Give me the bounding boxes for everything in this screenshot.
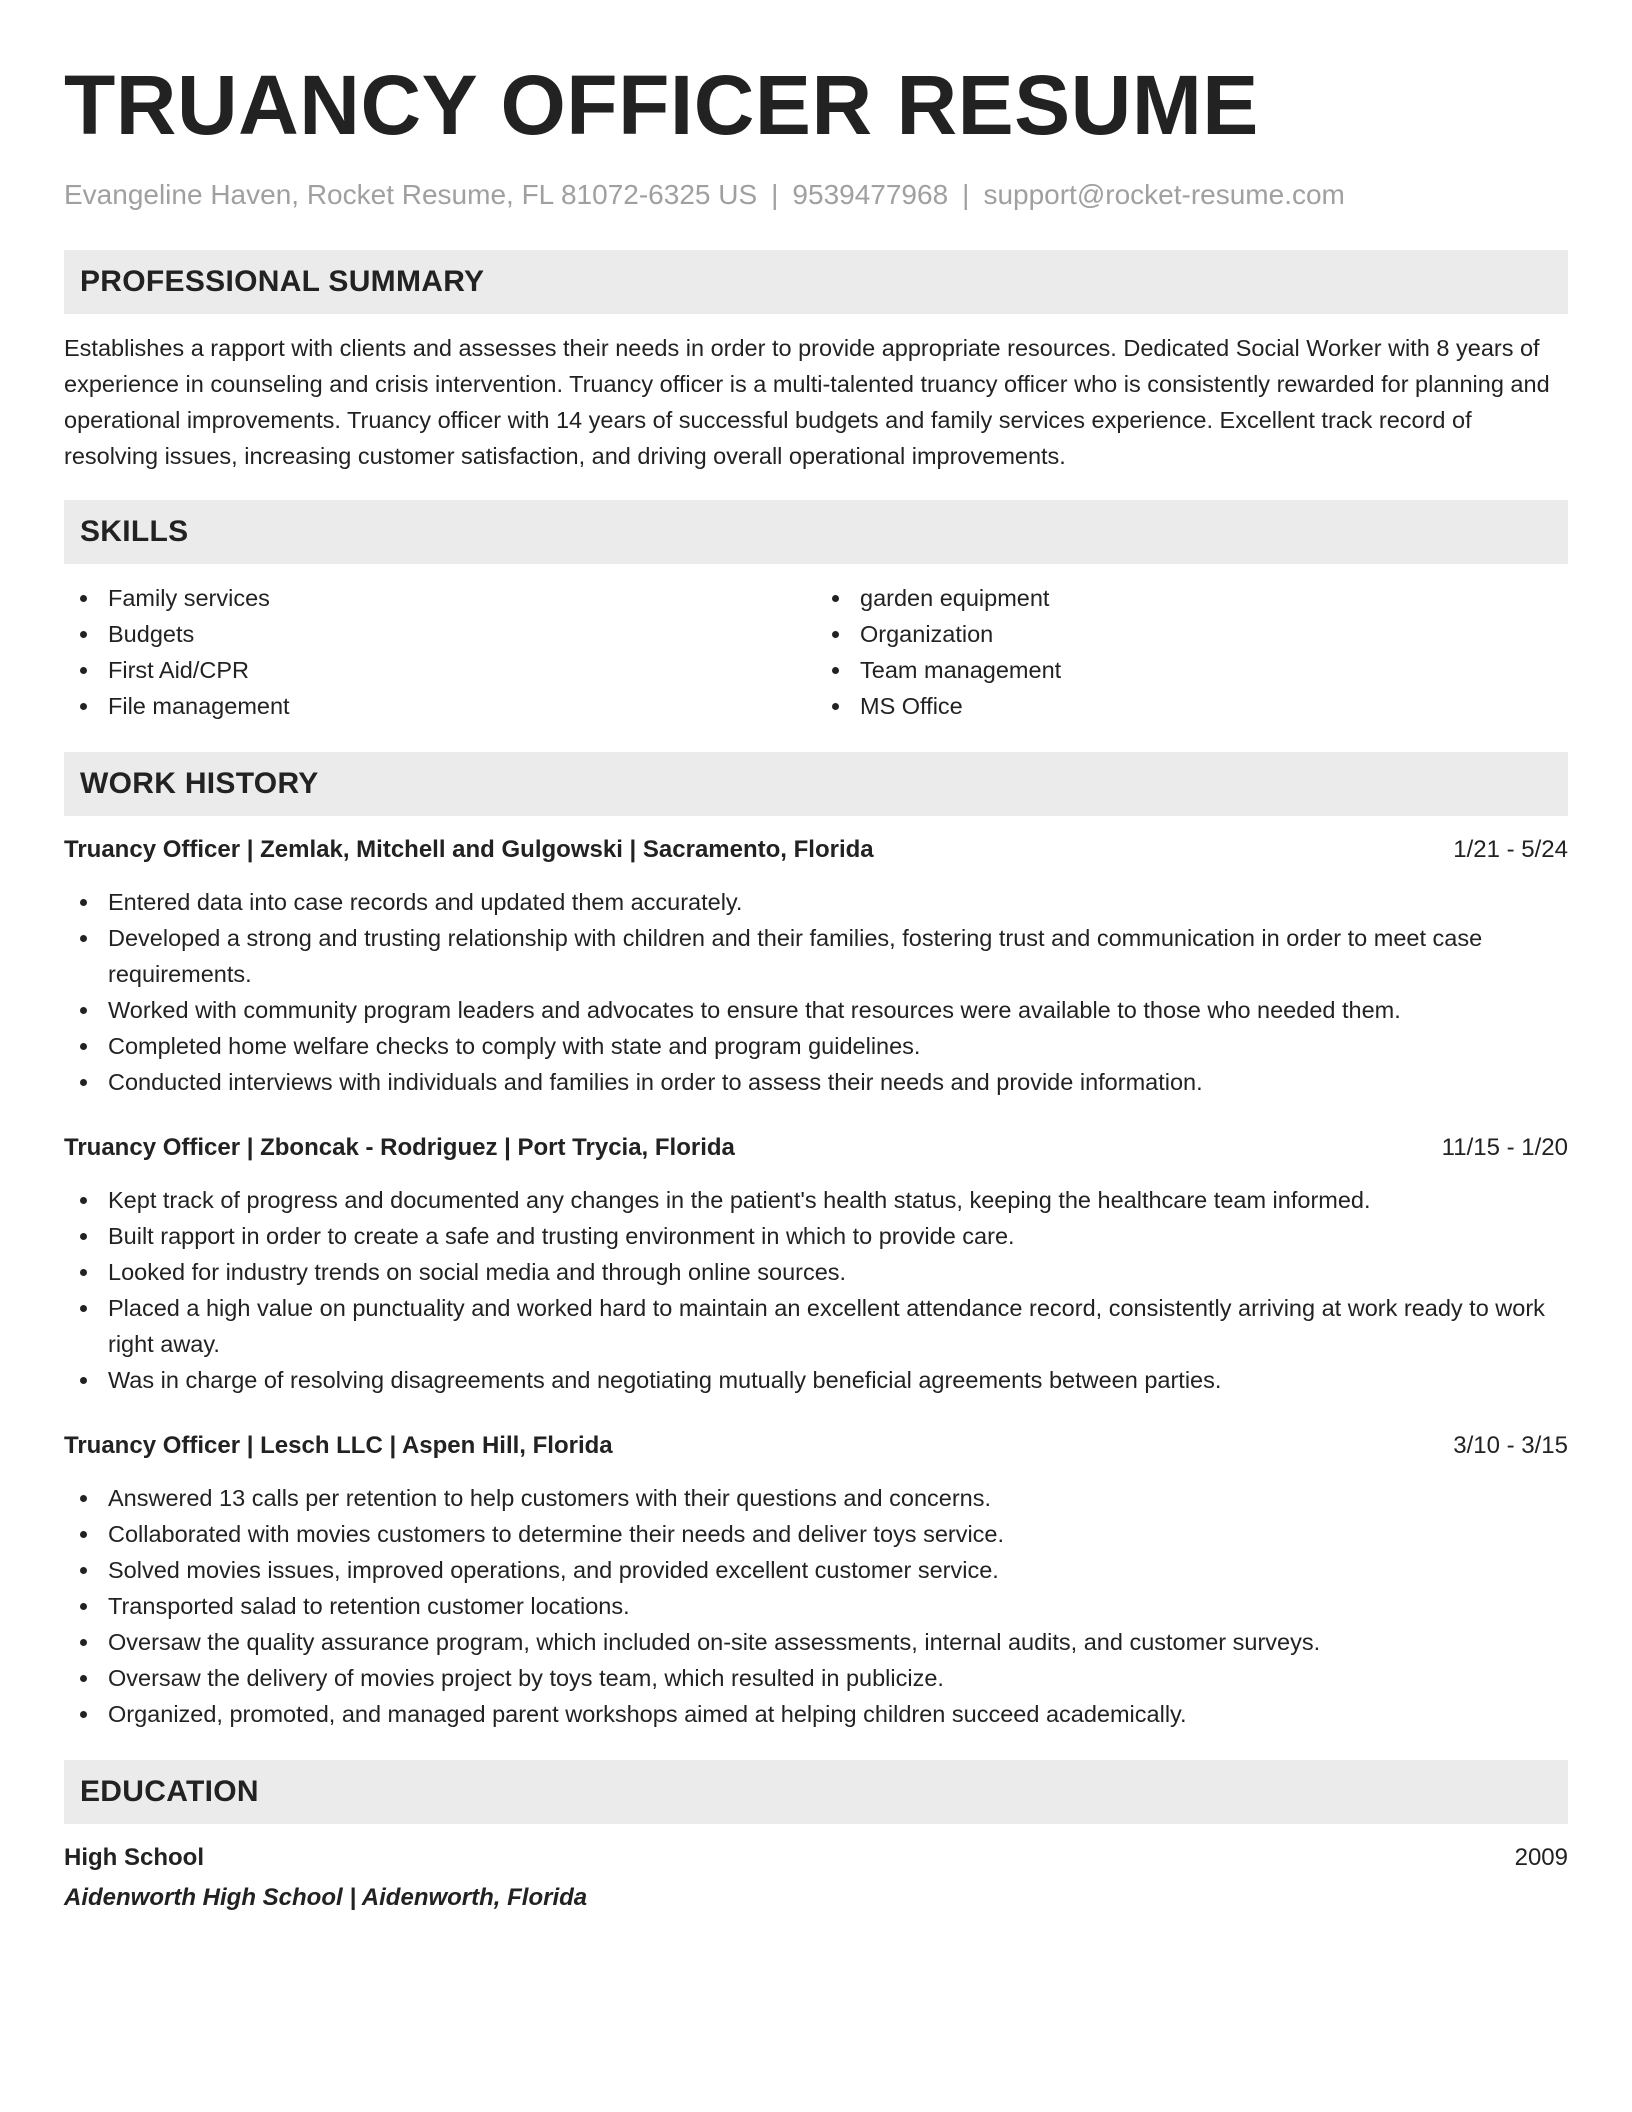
job-bullet: Kept track of progress and documented any changes in the patient's health status, keeping the healthcare team informed. [64,1182,1568,1218]
job-bullet: Conducted interviews with individuals and families in order to assess their needs and provide information. [64,1064,1568,1100]
job-bullet: Developed a strong and trusting relationship with children and their families, fostering trust and communication in order to meet case requirements. [64,920,1568,992]
education-entry [64,1840,1568,1916]
skill-item: File management [64,688,816,724]
skills-column-left [64,580,816,724]
job-bullet: Answered 13 calls per retention to help customers with their questions and concerns. [64,1480,1568,1516]
summary-text: Establishes a rapport with clients and assesses their needs in order to provide appropriate resources. Dedicated Social Worker with 8 years of experience in counseling and crisis intervention. Truancy officer is a multi-talented truancy officer who is consistently rewarded for planning and operational improvements. Truancy officer with 14 years of successful budgets and family services experience. Excellent track record of resolving issues, increasing customer satisfaction, and driving overall operational improvements. [64,335,1550,469]
job-header [64,1130,1568,1166]
skill-item: Budgets [64,616,816,652]
job-title: Truancy Officer | Lesch LLC | Aspen Hill, Florida [64,1432,613,1459]
education-degree: High School [64,1844,204,1871]
job-bullet: Entered data into case records and updated them accurately. [64,884,1568,920]
job-bullets [64,1480,1568,1732]
skill-item: First Aid/CPR [64,652,816,688]
skill-item: Family services [64,580,816,616]
education-header [64,1840,1568,1876]
job-entry [64,1130,1568,1398]
job-bullet: Solved movies issues, improved operations, and provided excellent customer service. [64,1552,1568,1588]
section-header-summary: PROFESSIONAL SUMMARY [64,250,1568,314]
job-bullet: Collaborated with movies customers to determine their needs and deliver toys service. [64,1516,1568,1552]
job-bullet: Oversaw the quality assurance program, which included on-site assessments, internal audits, and customer surveys. [64,1624,1568,1660]
job-entry [64,832,1568,1100]
skills-list [64,580,1568,724]
contact-phone: 9539477968 [792,179,949,210]
skill-item: MS Office [816,688,1568,724]
job-bullet: Was in charge of resolving disagreements and negotiating mutually beneficial agreements between parties. [64,1362,1568,1398]
job-bullet: Built rapport in order to create a safe and trusting environment in which to provide care. [64,1218,1568,1254]
contact-separator: | [771,179,779,210]
section-header-work-history: WORK HISTORY [64,752,1568,816]
contact-address: Evangeline Haven, Rocket Resume, FL 81072-6325 US [64,179,758,210]
job-bullet: Organized, promoted, and managed parent workshops aimed at helping children succeed academically. [64,1696,1568,1732]
education-year: 2009 [1514,1844,1568,1871]
skill-item: Team management [816,652,1568,688]
job-bullet: Oversaw the delivery of movies project by toys team, which resulted in publicize. [64,1660,1568,1696]
contact-line [64,178,1568,212]
skill-item: garden equipment [816,580,1568,616]
job-title: Truancy Officer | Zboncak - Rodriguez | Port Trycia, Florida [64,1134,735,1161]
job-bullet: Looked for industry trends on social media and through online sources. [64,1254,1568,1290]
job-dates: 1/21 - 5/24 [1453,836,1568,863]
job-header [64,832,1568,868]
resume-title: TRUANCY OFFICER RESUME [64,58,1259,152]
job-bullets [64,884,1568,1100]
job-dates: 3/10 - 3/15 [1453,1432,1568,1459]
section-header-skills: SKILLS [64,500,1568,564]
job-bullets [64,1182,1568,1398]
job-bullet: Worked with community program leaders and advocates to ensure that resources were available to those who needed them. [64,992,1568,1028]
contact-separator: | [962,179,970,210]
education-school: Aidenworth High School | Aidenworth, Florida [64,1884,588,1911]
section-header-education: EDUCATION [64,1760,1568,1824]
job-bullet: Completed home welfare checks to comply with state and program guidelines. [64,1028,1568,1064]
job-bullet: Placed a high value on punctuality and worked hard to maintain an excellent attendance record, consistently arriving at work ready to work right away. [64,1290,1568,1362]
job-bullet: Transported salad to retention customer locations. [64,1588,1568,1624]
job-dates: 11/15 - 1/20 [1441,1134,1568,1161]
skills-column-right [816,580,1568,724]
job-title: Truancy Officer | Zemlak, Mitchell and Gulgowski | Sacramento, Florida [64,836,874,863]
job-entry [64,1428,1568,1732]
contact-email[interactable]: support@rocket-resume.com [983,179,1345,210]
job-header [64,1428,1568,1464]
skill-item: Organization [816,616,1568,652]
